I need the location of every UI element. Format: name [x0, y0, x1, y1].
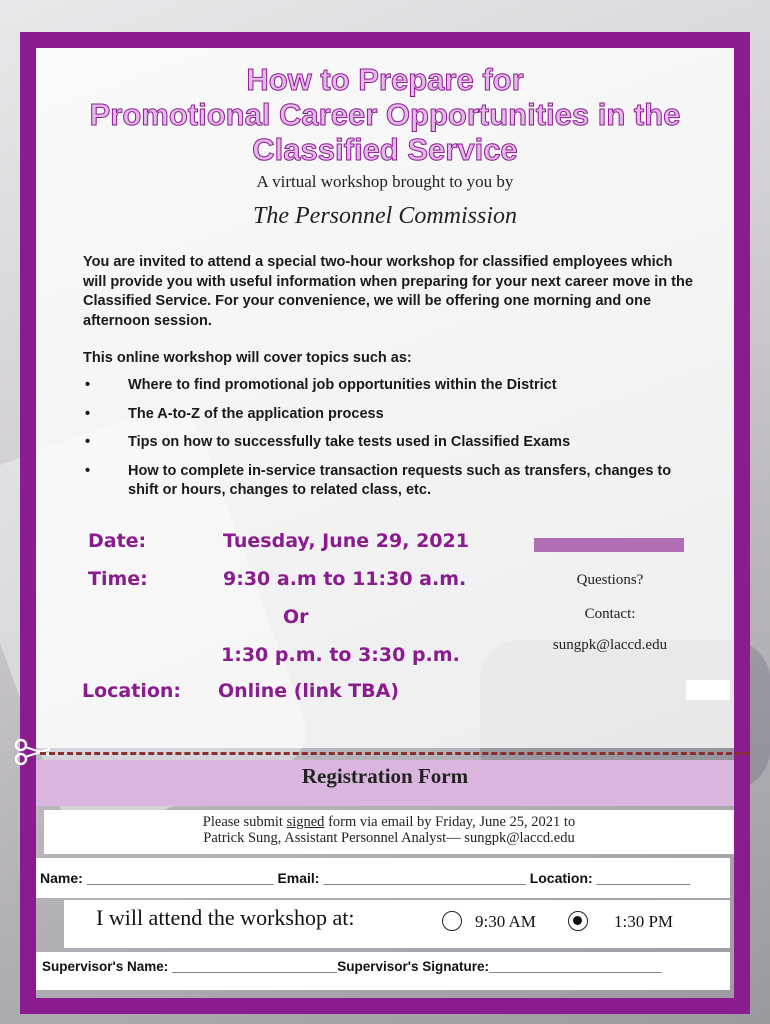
- topics-list: [83, 376, 683, 509]
- title-line-3: Classified Service: [252, 132, 518, 167]
- email-label: Email:: [277, 870, 320, 886]
- bullet-icon: •: [85, 405, 91, 422]
- bullet-icon: •: [85, 462, 91, 479]
- topic-text: The A-to-Z of the application process: [128, 405, 384, 422]
- submit-signed: signed: [286, 814, 325, 830]
- name-label: Name:: [40, 870, 83, 886]
- topic-text: How to complete in-service transaction requests such as transfers, changes to shift or hours, changes to related class, etc.: [128, 462, 672, 498]
- location-label: Location:: [82, 680, 182, 702]
- option-130pm-label: 1:30 PM: [614, 912, 674, 931]
- location-label: Location:: [529, 870, 593, 886]
- cut-line: [40, 752, 750, 755]
- supervisor-signature-field[interactable]: _______________________: [488, 959, 662, 974]
- time-value-morning: 9:30 a.m to 11:30 a.m.: [223, 568, 467, 590]
- topic-item: [83, 376, 683, 395]
- topic-item: [83, 405, 683, 424]
- radio-930am[interactable]: [442, 911, 462, 931]
- submit-post: form via email by Friday, June 25, 2021 to: [324, 814, 576, 830]
- topic-text: Tips on how to successfully take tests used in Classified Exams: [128, 434, 571, 450]
- date-value: Tuesday, June 29, 2021: [223, 530, 469, 552]
- location-field[interactable]: ____________: [596, 870, 691, 886]
- contact-fields: [40, 870, 690, 886]
- submit-instructions: [44, 814, 734, 846]
- option-930am-label: 9:30 AM: [475, 912, 536, 931]
- submit-line-1: [44, 814, 734, 830]
- contact-accent-bar: [534, 538, 684, 552]
- intro-paragraph: You are invited to attend a special two-hour workshop for classified employees which will provide you with useful information when preparing for your next career move in the Classified Service. For your convenience, we will be offering one morning and one afternoon session.: [83, 254, 693, 329]
- topics-intro: This online workshop will cover topics such as:: [83, 350, 412, 366]
- topic-text: Where to find promotional job opportunities within the District: [128, 377, 557, 393]
- attend-label: I will attend the workshop at:: [96, 905, 355, 930]
- radio-130pm[interactable]: [568, 911, 588, 931]
- time-label: Time:: [88, 568, 148, 590]
- title-line-2: Promotional Career Opportunities in the: [89, 97, 681, 132]
- supervisor-name-field[interactable]: ______________________: [172, 959, 338, 974]
- supervisor-signature-label: Supervisor's Signature:: [337, 959, 489, 974]
- flyer-subtitle: A virtual workshop brought to you by: [256, 172, 514, 191]
- topic-item: [83, 462, 683, 500]
- bullet-icon: •: [85, 434, 91, 450]
- supervisor-fields: [42, 959, 662, 974]
- submit-pre: Please submit: [202, 814, 287, 830]
- time-value-afternoon: 1:30 p.m. to 3:30 p.m.: [221, 644, 460, 666]
- date-label: Date:: [88, 530, 147, 552]
- contact-email[interactable]: sungpk@laccd.edu: [552, 637, 668, 653]
- questions-text: Questions?: [576, 572, 644, 588]
- organizer-name: The Personnel Commission: [253, 203, 517, 229]
- registration-title: Registration Form: [301, 764, 469, 788]
- bullet-icon: •: [85, 377, 91, 393]
- or-text: Or: [283, 606, 309, 628]
- topic-item: [83, 433, 683, 452]
- supervisor-name-label: Supervisor's Name:: [42, 959, 169, 974]
- name-field[interactable]: ________________________: [86, 870, 274, 886]
- location-value: Online (link TBA): [218, 680, 400, 702]
- title-line-1: How to Prepare for: [246, 62, 524, 97]
- decorative-box: [686, 680, 730, 700]
- contact-label: Contact:: [584, 606, 636, 622]
- flyer-title: [36, 62, 734, 167]
- submit-line-2: Patrick Sung, Assistant Personnel Analyst— sungpk@laccd.edu: [203, 830, 575, 846]
- email-field[interactable]: __________________________: [323, 870, 526, 886]
